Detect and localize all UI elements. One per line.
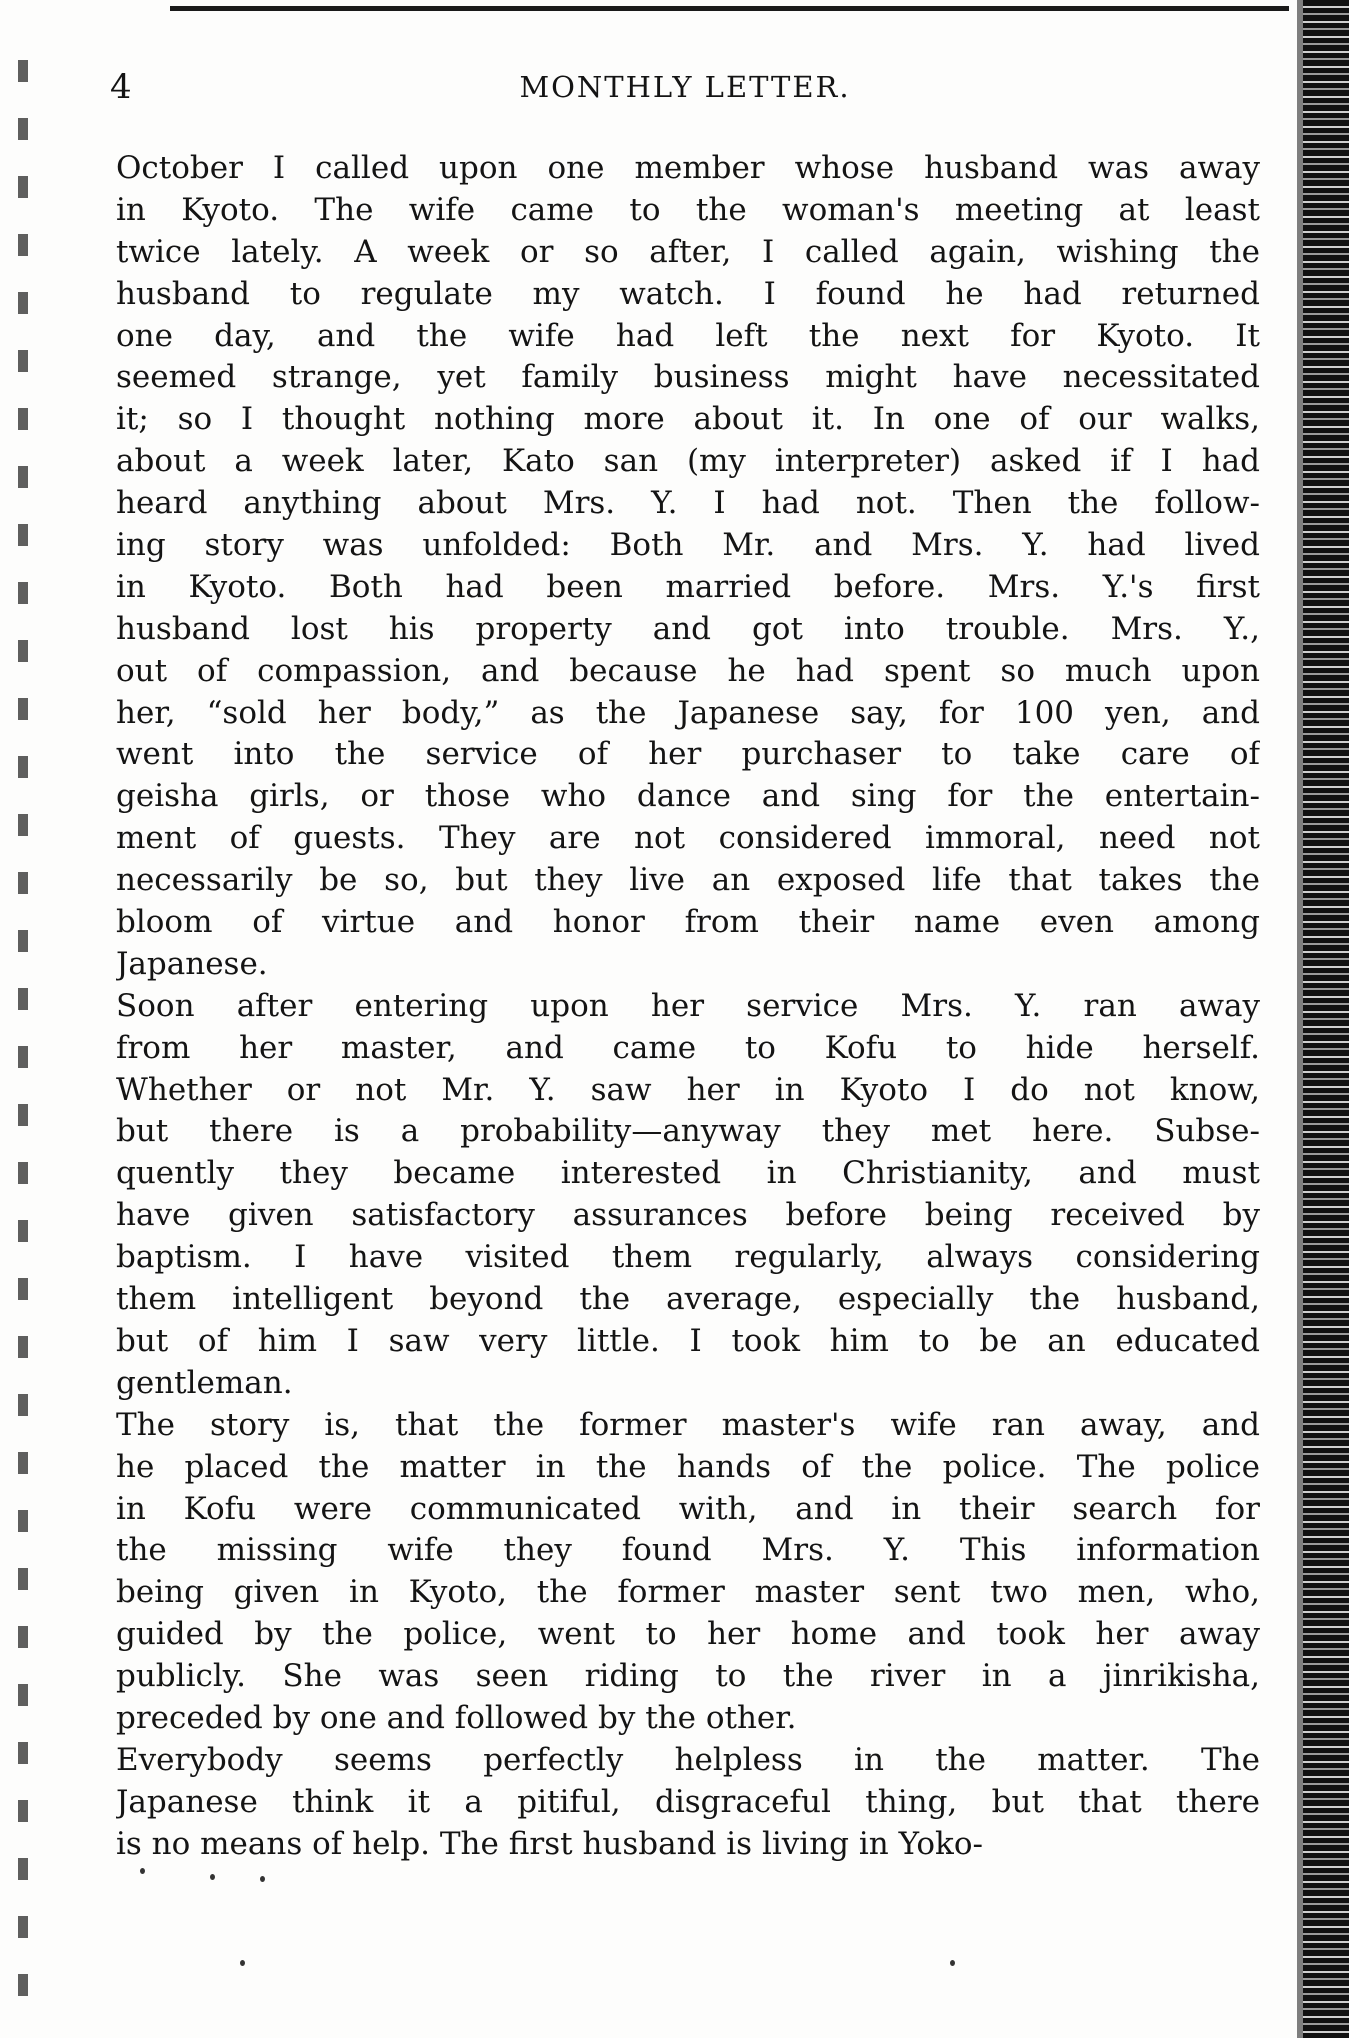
text-line: but of him I saw very little. I took him to be an educated [116,1322,1260,1359]
text-line: from her master, and came to Kofu to hide herself. [116,1029,1260,1066]
text-line: in Kyoto. The wife came to the woman's meeting at least [116,191,1260,228]
text-line: guided by the police, went to her home and took her away [116,1616,1260,1653]
text-line: preceded by one and followed by the other. [116,1699,797,1736]
page-number: 4 [110,67,132,107]
scan-specks [140,1860,1040,1980]
page-edge [1303,0,1349,2038]
text-line: he placed the matter in the hands of the police. The police [116,1448,1260,1485]
text-line: October I called upon one member whose husband was away [116,150,1260,186]
text-line: Japanese think it a pitiful, disgraceful thing, but that there [116,1783,1260,1820]
top-rule [170,6,1289,11]
text-line: husband lost his property and got into trouble. Mrs. Y., [116,610,1260,647]
text-line: them intelligent beyond the average, especially the husband, [116,1281,1260,1318]
text-line: Whether or not Mr. Y. saw her in Kyoto I do not know, [116,1071,1260,1108]
text-line: went into the service of her purchaser to take care of [116,736,1260,773]
text-line: one day, and the wife had left the next for Kyoto. It [116,317,1260,354]
text-line: in Kyoto. Both had been married before. Mrs. Y.'s first [116,568,1260,605]
text-line: geisha girls, or those who dance and sing for the entertain- [116,778,1260,815]
text-line: being given in Kyoto, the former master sent two men, who, [116,1574,1260,1611]
page-header [110,62,1260,112]
text-line: about a week later, Kato san (my interpreter) asked if I had [116,443,1260,480]
text-line: baptism. I have visited them regularly, always considering [116,1239,1260,1276]
body-text [116,148,1260,1866]
text-line: husband to regulate my watch. I found he had returned [116,275,1260,312]
binding-marks [18,60,28,2010]
text-line: is no means of help. The first husband is living in Yoko- [116,1825,983,1862]
text-line: Everybody seems perfectly helpless in the matter. The [116,1741,1260,1778]
text-line: ment of guests. They are not considered immoral, need not [116,820,1260,857]
text-line: bloom of virtue and honor from their name even among [116,904,1260,941]
text-line: twice lately. A week or so after, I called again, wishing the [116,233,1260,270]
text-line: in Kofu were communicated with, and in their search for [116,1490,1260,1527]
text-line: Soon after entering upon her service Mrs. Y. ran away [116,987,1260,1024]
text-line: the missing wife they found Mrs. Y. This information [116,1532,1260,1569]
text-line: have given satisfactory assurances before being received by [116,1197,1260,1234]
text-line: heard anything about Mrs. Y. I had not. Then the follow- [116,485,1260,522]
text-line: her, “sold her body,” as the Japanese say, for 100 yen, and [116,694,1260,731]
text-line: gentleman. [116,1364,293,1401]
running-title: MONTHLY LETTER. [519,70,851,104]
text-line: The story is, that the former master's wife ran away, and [116,1406,1260,1443]
text-line: out of compassion, and because he had spent so much upon [116,652,1260,689]
text-line: ing story was unfolded: Both Mr. and Mrs. Y. had lived [116,527,1260,564]
text-line: it; so I thought nothing more about it. In one of our walks, [116,401,1260,438]
text-line: quently they became interested in Christianity, and must [116,1155,1260,1192]
text-line: Japanese. [116,945,268,982]
text-line: necessarily be so, but they live an exposed life that takes the [116,862,1260,899]
text-line: but there is a probability—anyway they met here. Subse- [116,1113,1260,1150]
text-line: publicly. She was seen riding to the river in a jinrikisha, [116,1658,1260,1695]
text-line: seemed strange, yet family business might have necessitated [116,359,1260,396]
